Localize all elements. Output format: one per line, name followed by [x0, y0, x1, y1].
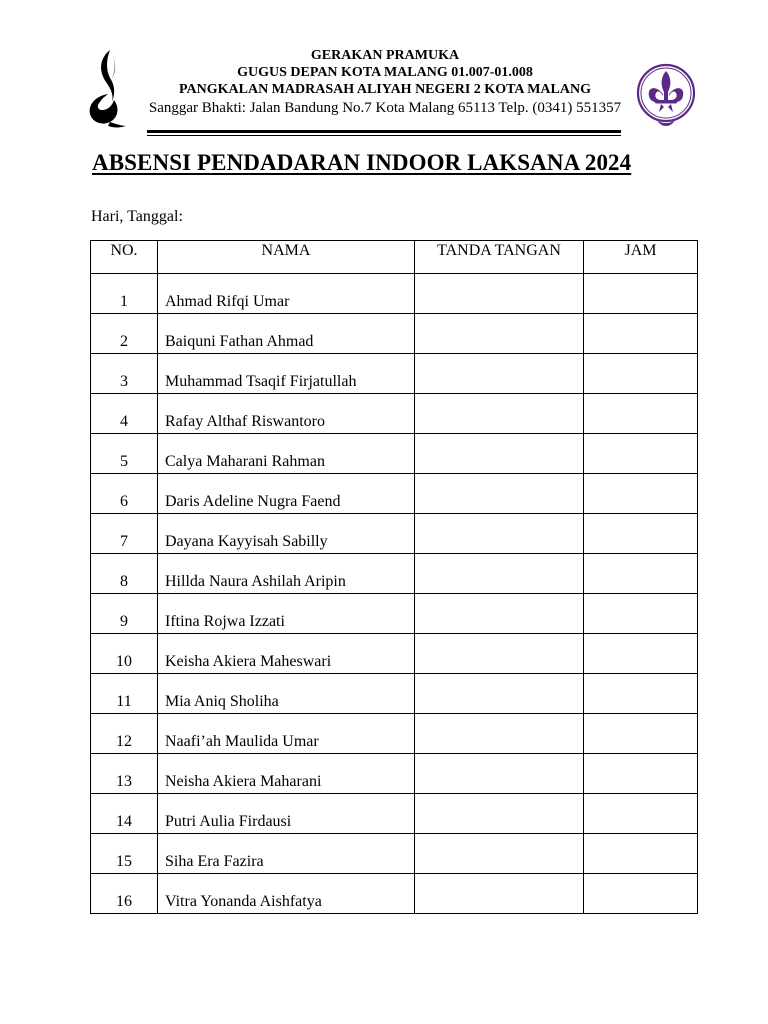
time-cell[interactable]	[584, 434, 698, 474]
table-row	[91, 874, 698, 914]
table-header-row	[91, 241, 698, 274]
table-row	[91, 674, 698, 714]
row-number: 5	[91, 434, 158, 474]
signature-cell[interactable]	[415, 554, 584, 594]
row-name: Putri Aulia Firdausi	[158, 794, 415, 834]
row-name: Calya Maharani Rahman	[158, 434, 415, 474]
row-number: 4	[91, 394, 158, 434]
time-cell[interactable]	[584, 274, 698, 314]
time-cell[interactable]	[584, 314, 698, 354]
time-cell[interactable]	[584, 754, 698, 794]
unit-name: GUGUS DEPAN KOTA MALANG 01.007-01.008	[237, 65, 533, 80]
row-name: Naafi’ah Maulida Umar	[158, 714, 415, 754]
letterhead-rule-thick	[147, 130, 621, 133]
school-name: PANGKALAN MADRASAH ALIYAH NEGERI 2 KOTA MALANG	[179, 82, 591, 97]
table-row	[91, 554, 698, 594]
row-name: Iftina Rojwa Izzati	[158, 594, 415, 634]
table-row	[91, 434, 698, 474]
table-row	[91, 634, 698, 674]
signature-cell[interactable]	[415, 834, 584, 874]
table-row	[91, 514, 698, 554]
signature-cell[interactable]	[415, 794, 584, 834]
time-cell[interactable]	[584, 554, 698, 594]
table-row	[91, 714, 698, 754]
row-number: 11	[91, 674, 158, 714]
row-name: Ahmad Rifqi Umar	[158, 274, 415, 314]
row-number: 16	[91, 874, 158, 914]
row-name: Keisha Akiera Maheswari	[158, 634, 415, 674]
header-no: NO.	[91, 241, 158, 274]
date-label: Hari, Tanggal:	[91, 208, 183, 225]
table-row	[91, 794, 698, 834]
header-tanda-tangan: TANDA TANGAN	[415, 241, 584, 274]
header-jam: JAM	[584, 241, 698, 274]
time-cell[interactable]	[584, 834, 698, 874]
row-number: 15	[91, 834, 158, 874]
attendance-table	[90, 240, 698, 914]
time-cell[interactable]	[584, 634, 698, 674]
row-number: 10	[91, 634, 158, 674]
signature-cell[interactable]	[415, 514, 584, 554]
time-cell[interactable]	[584, 874, 698, 914]
time-cell[interactable]	[584, 514, 698, 554]
row-name: Rafay Althaf Riswantoro	[158, 394, 415, 434]
signature-cell[interactable]	[415, 434, 584, 474]
row-name: Dayana Kayyisah Sabilly	[158, 514, 415, 554]
row-number: 12	[91, 714, 158, 754]
time-cell[interactable]	[584, 714, 698, 754]
signature-cell[interactable]	[415, 754, 584, 794]
table-row	[91, 834, 698, 874]
signature-cell[interactable]	[415, 314, 584, 354]
row-number: 3	[91, 354, 158, 394]
row-name: Neisha Akiera Maharani	[158, 754, 415, 794]
tunas-kelapa-icon	[86, 48, 130, 128]
letterhead	[140, 47, 630, 117]
row-name: Daris Adeline Nugra Faend	[158, 474, 415, 514]
row-number: 6	[91, 474, 158, 514]
row-number: 1	[91, 274, 158, 314]
time-cell[interactable]	[584, 354, 698, 394]
header-nama: NAMA	[158, 241, 415, 274]
signature-cell[interactable]	[415, 874, 584, 914]
table-row	[91, 594, 698, 634]
row-name: Mia Aniq Sholiha	[158, 674, 415, 714]
row-number: 7	[91, 514, 158, 554]
table-row	[91, 394, 698, 434]
signature-cell[interactable]	[415, 394, 584, 434]
row-name: Siha Era Fazira	[158, 834, 415, 874]
table-row	[91, 274, 698, 314]
time-cell[interactable]	[584, 394, 698, 434]
time-cell[interactable]	[584, 594, 698, 634]
org-name: GERAKAN PRAMUKA	[310, 48, 460, 63]
row-number: 8	[91, 554, 158, 594]
signature-cell[interactable]	[415, 274, 584, 314]
row-name: Baiquni Fathan Ahmad	[158, 314, 415, 354]
document-title: ABSENSI PENDADARAN INDOOR LAKSANA 2024	[92, 150, 632, 175]
row-number: 14	[91, 794, 158, 834]
row-name: Muhammad Tsaqif Firjatullah	[158, 354, 415, 394]
row-name: Hillda Naura Ashilah Aripin	[158, 554, 415, 594]
row-number: 13	[91, 754, 158, 794]
signature-cell[interactable]	[415, 714, 584, 754]
signature-cell[interactable]	[415, 634, 584, 674]
table-row	[91, 474, 698, 514]
time-cell[interactable]	[584, 794, 698, 834]
wosm-fleur-de-lis-icon	[635, 62, 697, 128]
signature-cell[interactable]	[415, 674, 584, 714]
row-name: Vitra Yonanda Aishfatya	[158, 874, 415, 914]
time-cell[interactable]	[584, 674, 698, 714]
address: Sanggar Bhakti: Jalan Bandung No.7 Kota Malang 65113 Telp. (0341) 551357	[148, 100, 622, 116]
letterhead-rule-thin	[147, 135, 621, 136]
table-row	[91, 354, 698, 394]
table-row	[91, 314, 698, 354]
table-row	[91, 754, 698, 794]
time-cell[interactable]	[584, 474, 698, 514]
signature-cell[interactable]	[415, 594, 584, 634]
signature-cell[interactable]	[415, 474, 584, 514]
row-number: 2	[91, 314, 158, 354]
signature-cell[interactable]	[415, 354, 584, 394]
row-number: 9	[91, 594, 158, 634]
